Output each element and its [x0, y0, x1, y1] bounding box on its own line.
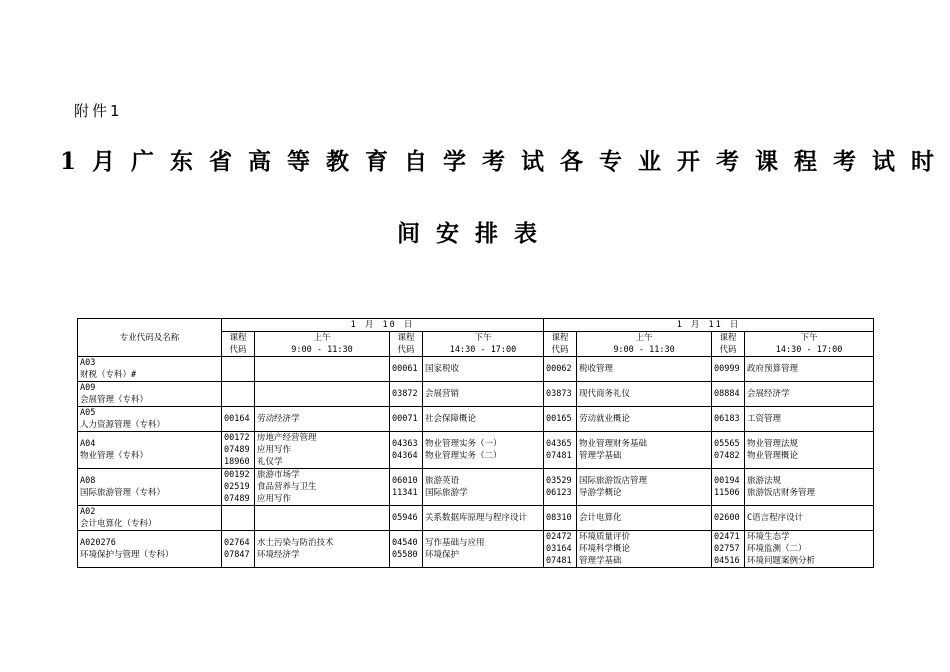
- major-code: A05: [80, 408, 96, 418]
- course-name-cell: [255, 382, 390, 407]
- course-name: 管理学基础: [579, 451, 622, 461]
- course-code-cell: [712, 531, 745, 568]
- course-code-cell: [390, 432, 423, 469]
- course-name-cell: [577, 407, 712, 432]
- course-code: 06010: [392, 476, 418, 486]
- course-code: 04516: [714, 556, 740, 566]
- major-name: 国际旅游管理（专科）: [80, 488, 166, 498]
- course-code-cell: [390, 469, 423, 506]
- course-name-cell: [255, 432, 390, 469]
- course-name-cell: [423, 357, 544, 382]
- course-name: 国家税收: [425, 364, 460, 374]
- course-code: 07481: [546, 556, 572, 566]
- course-code: 05946: [392, 513, 418, 523]
- course-name: 国际旅游学: [425, 488, 468, 498]
- course-code: 02472: [546, 532, 572, 542]
- course-name: 旅游饭店财务管理: [747, 488, 816, 498]
- course-code: 00192: [224, 470, 250, 480]
- course-name-cell: [745, 469, 874, 506]
- course-code: 02519: [224, 482, 250, 492]
- attachment-label: 附件1: [74, 102, 123, 120]
- morning-header: 上午 9:00 - 11:30: [577, 332, 712, 357]
- course-name: 环境生态学: [747, 532, 790, 542]
- course-name: 环境科学概论: [579, 544, 631, 554]
- course-name: C语言程序设计: [747, 513, 804, 523]
- table-row: [78, 407, 874, 432]
- course-code: 07482: [714, 451, 740, 461]
- course-name: 写作基础与应用: [425, 538, 485, 548]
- course-code-cell: [712, 382, 745, 407]
- course-name-cell: [577, 506, 712, 531]
- course-name-cell: [745, 506, 874, 531]
- course-name: 物业管理概论: [747, 451, 799, 461]
- course-code-cell: [222, 357, 255, 382]
- course-code: 04540: [392, 538, 418, 548]
- course-code: 03873: [546, 389, 572, 399]
- course-name-cell: [577, 469, 712, 506]
- course-name-cell: [745, 531, 874, 568]
- document-title-line-1: 1月广东省高等教育自学考试各专业开考课程考试时: [60, 148, 950, 175]
- major-cell: [78, 469, 222, 506]
- course-code: 02757: [714, 544, 740, 554]
- major-code: A08: [80, 476, 96, 486]
- exam-schedule-table: [77, 318, 874, 568]
- date-header-jan-10: 1 月 10 日: [222, 319, 544, 332]
- date-header-jan-11: 1 月 11 日: [544, 319, 874, 332]
- course-code: 07481: [546, 451, 572, 461]
- course-name-cell: [423, 382, 544, 407]
- course-name: 劳动经济学: [257, 414, 300, 424]
- course-code-cell: [544, 357, 577, 382]
- major-code: A04: [80, 439, 96, 449]
- course-code-header: 课程 代码: [222, 332, 255, 357]
- course-code-cell: [712, 506, 745, 531]
- major-name: 会计电算化（专科）: [80, 519, 157, 529]
- course-code: 03529: [546, 476, 572, 486]
- course-code-cell: [544, 407, 577, 432]
- course-name: 食品营养与卫生: [257, 482, 317, 492]
- course-name: 房地产经营管理: [257, 433, 317, 443]
- course-name: 环境保护: [425, 550, 460, 560]
- major-code: A03: [80, 358, 96, 368]
- major-cell: [78, 357, 222, 382]
- course-name-cell: [423, 531, 544, 568]
- course-code: 05565: [714, 439, 740, 449]
- major-column-header: 专业代码及名称: [78, 319, 222, 357]
- course-code-cell: [222, 407, 255, 432]
- course-code: 08310: [546, 513, 572, 523]
- major-cell: [78, 531, 222, 568]
- major-cell: [78, 506, 222, 531]
- course-name-cell: [577, 382, 712, 407]
- course-code: 00061: [392, 364, 418, 374]
- course-name: 环境问题案例分析: [747, 556, 816, 566]
- course-code: 07847: [224, 550, 250, 560]
- course-name-cell: [745, 407, 874, 432]
- major-name: 物业管理（专科）: [80, 451, 149, 461]
- course-code-cell: [712, 432, 745, 469]
- course-name: 物业管理实务（二）: [425, 451, 502, 461]
- course-code: 04365: [546, 439, 572, 449]
- table-row: [78, 506, 874, 531]
- major-code: A020276: [80, 538, 116, 548]
- course-code: 11341: [392, 488, 418, 498]
- course-code-header: 课程 代码: [544, 332, 577, 357]
- course-code-cell: [544, 469, 577, 506]
- major-code: A02: [80, 507, 96, 517]
- major-name: 人力资源管理（专科）: [80, 420, 166, 430]
- course-name: 应用写作: [257, 445, 292, 455]
- course-code-cell: [390, 407, 423, 432]
- course-name-cell: [423, 432, 544, 469]
- major-code: A09: [80, 383, 96, 393]
- course-name: 物业管理实务（一）: [425, 439, 502, 449]
- course-code: 02471: [714, 532, 740, 542]
- course-name-cell: [255, 506, 390, 531]
- table-row: [78, 432, 874, 469]
- morning-header: 上午 9:00 - 11:30: [255, 332, 390, 357]
- course-name: 应用写作: [257, 494, 292, 504]
- course-name-cell: [255, 469, 390, 506]
- major-cell: [78, 382, 222, 407]
- course-name: 会展经济学: [747, 389, 790, 399]
- course-name-cell: [745, 382, 874, 407]
- course-code: 07489: [224, 494, 250, 504]
- course-code-cell: [390, 382, 423, 407]
- major-cell: [78, 432, 222, 469]
- course-code: 02600: [714, 513, 740, 523]
- afternoon-header: 下午 14:30 - 17:00: [423, 332, 544, 357]
- course-name-cell: [577, 432, 712, 469]
- course-code: 00165: [546, 414, 572, 424]
- course-name: 工资管理: [747, 414, 782, 424]
- course-name: 环境经济学: [257, 550, 300, 560]
- course-code-cell: [222, 531, 255, 568]
- course-name: 劳动就业概论: [579, 414, 631, 424]
- course-code-cell: [222, 469, 255, 506]
- course-code: 07489: [224, 445, 250, 455]
- course-name-cell: [745, 432, 874, 469]
- course-name-cell: [423, 469, 544, 506]
- course-name: 会展营销: [425, 389, 460, 399]
- course-name-cell: [745, 357, 874, 382]
- major-name: 财税（专科）#: [80, 370, 137, 380]
- course-name-cell: [255, 357, 390, 382]
- course-name-cell: [577, 531, 712, 568]
- table-row: [78, 382, 874, 407]
- course-name-cell: [423, 407, 544, 432]
- course-code: 11506: [714, 488, 740, 498]
- course-code-cell: [222, 432, 255, 469]
- course-code-cell: [390, 357, 423, 382]
- course-name: 管理学基础: [579, 556, 622, 566]
- major-name: 环境保护与管理（专科）: [80, 550, 174, 560]
- course-code: 03872: [392, 389, 418, 399]
- major-name: 会展管理（专科）: [80, 395, 149, 405]
- course-name: 旅游市场学: [257, 470, 300, 480]
- course-name-cell: [255, 407, 390, 432]
- course-name: 物业管理法规: [747, 439, 799, 449]
- course-name: 环境监测（二）: [747, 544, 807, 554]
- course-code-cell: [712, 407, 745, 432]
- table-row: [78, 357, 874, 382]
- course-name: 政府预算管理: [747, 364, 799, 374]
- course-name: 会计电算化: [579, 513, 622, 523]
- course-code: 06123: [546, 488, 572, 498]
- course-code: 04363: [392, 439, 418, 449]
- course-name: 导游学概论: [579, 488, 622, 498]
- course-name: 现代商务礼仪: [579, 389, 631, 399]
- course-code: 06183: [714, 414, 740, 424]
- course-code: 00164: [224, 414, 250, 424]
- course-code: 08884: [714, 389, 740, 399]
- course-code-header: 课程 代码: [712, 332, 745, 357]
- course-code-cell: [544, 382, 577, 407]
- course-name: 礼仪学: [257, 457, 283, 467]
- afternoon-header: 下午 14:30 - 17:00: [745, 332, 874, 357]
- course-code-cell: [712, 357, 745, 382]
- course-code-cell: [544, 531, 577, 568]
- course-code-cell: [222, 382, 255, 407]
- course-code: 00172: [224, 433, 250, 443]
- course-code-cell: [390, 531, 423, 568]
- course-code-cell: [222, 506, 255, 531]
- course-code: 00062: [546, 364, 572, 374]
- course-name: 旅游英语: [425, 476, 460, 486]
- course-name-cell: [577, 357, 712, 382]
- major-cell: [78, 407, 222, 432]
- course-code: 00194: [714, 476, 740, 486]
- course-code: 18960: [224, 457, 250, 467]
- table-row: [78, 531, 874, 568]
- course-code: 04364: [392, 451, 418, 461]
- course-code-cell: [390, 506, 423, 531]
- course-code: 02764: [224, 538, 250, 548]
- course-code-cell: [544, 506, 577, 531]
- course-code: 05580: [392, 550, 418, 560]
- course-name: 物业管理财务基础: [579, 439, 648, 449]
- course-name-cell: [255, 531, 390, 568]
- table-row: [78, 469, 874, 506]
- course-name: 旅游法规: [747, 476, 782, 486]
- course-code-cell: [544, 432, 577, 469]
- course-name: 关系数据库原理与程序设计: [425, 513, 528, 523]
- course-name: 税收管理: [579, 364, 614, 374]
- course-name: 国际旅游饭店管理: [579, 476, 648, 486]
- document-title-line-2: 间安排表: [397, 220, 553, 247]
- course-name: 环境质量评价: [579, 532, 631, 542]
- course-name: 水土污染与防治技术: [257, 538, 334, 548]
- course-code: 00071: [392, 414, 418, 424]
- course-code-header: 课程 代码: [390, 332, 423, 357]
- course-name-cell: [423, 506, 544, 531]
- course-code: 00999: [714, 364, 740, 374]
- course-code-cell: [712, 469, 745, 506]
- course-code: 03164: [546, 544, 572, 554]
- course-name: 社会保障概论: [425, 414, 477, 424]
